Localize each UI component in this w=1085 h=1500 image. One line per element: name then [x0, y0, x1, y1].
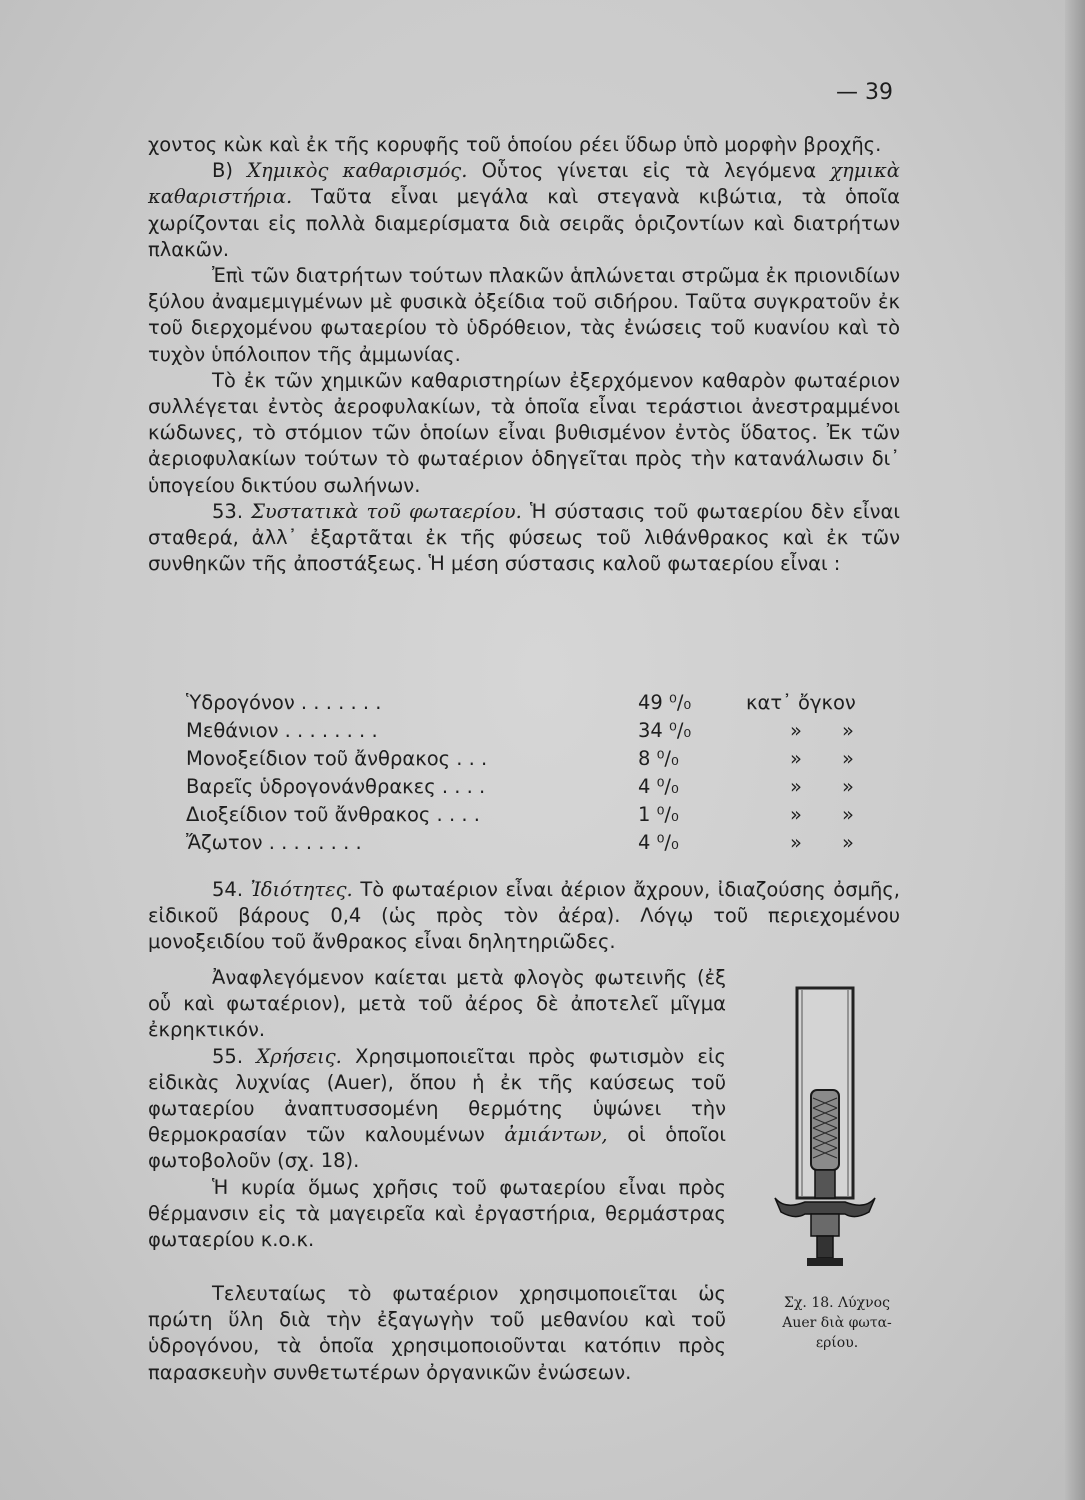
paragraph-text: Οὗτος γίνεται εἰς τὰ λεγόμενα	[481, 159, 817, 183]
component-percent: 49 ⁰/₀	[638, 691, 692, 714]
ditto-mark: »	[790, 719, 802, 742]
page-number: — 39	[836, 80, 893, 105]
paragraph: χοντος κὼκ καὶ ἐκ τῆς κορυφῆς τοῦ ὁποίου ρέει ὕδωρ ὑπὸ μορφὴν βροχῆς.	[148, 133, 882, 156]
ditto-mark: »	[842, 719, 854, 742]
text-block-top	[148, 132, 900, 577]
gas-inlet	[817, 1236, 833, 1258]
section-label: Β)	[212, 159, 233, 183]
component-percent: 4 ⁰/₀	[638, 831, 679, 854]
component-percent: 4 ⁰/₀	[638, 775, 679, 798]
component-name: Βαρεῖς ὑδρογονάνθρακες . . . .	[186, 775, 486, 798]
ditto-mark: »	[842, 775, 854, 798]
paragraph-text: οἱ ὁποῖοι φωτοβολοῦν (σχ. 18).	[148, 1123, 726, 1173]
figure-caption	[752, 1293, 922, 1353]
paragraph-text: Τὸ φωταέριον εἶναι ἀέριον ἄχρουν, ἰδιαζούσης ὀσμῆς, εἰδικοῦ βάρους 0,4 (ὡς πρὸς τὸν ἀέρα). Λόγῳ τοῦ περιεχομένου μονοξειδίου τοῦ ἄνθρακος εἶναι δηλητηριῶδες.	[148, 878, 900, 954]
ditto-mark: »	[842, 831, 854, 854]
paragraph: Τὸ ἐκ τῶν χημικῶν καθαριστηρίων ἐξερχόμενον καθαρὸν φωταέριον συλλέγεται ἐντὸς ἀεροφυλακίων, τὰ ὁποῖα εἶναι τεράστιοι ἀνεστραμμένοι κώδωνες, τὸ στόμιον τῶν ὁποίων εἶναι βυθισμένον ἐντὸς ὕδατος. Ἐκ τῶν ἀεριοφυλακίων τούτων τὸ φωταέριον ὁδηγεῖται πρὸς τὴν κατανάλωσιν δι᾽ ὑπογείου δικτύου σωλήνων.	[148, 368, 900, 497]
component-percent: 8 ⁰/₀	[638, 747, 679, 770]
ditto-mark: »	[790, 747, 802, 770]
ditto-mark: »	[790, 775, 802, 798]
paragraph-section-b	[148, 158, 900, 263]
section-title: Χημικὸς καθαρισμός.	[247, 159, 468, 183]
paragraph-section-55	[148, 1044, 726, 1175]
table-row	[186, 745, 886, 773]
paragraph-text: Ταῦτα εἶναι μεγάλα καὶ στεγανὰ κιβώτια, τὰ ὁποῖα χωρίζονται εἰς πολλὰ διαμερίσματα διὰ σειρᾶς ὁριζοντίων καὶ διατρήτων πλακῶν.	[148, 185, 900, 261]
component-percent: 34 ⁰/₀	[638, 719, 692, 742]
component-name: Ὑδρογόνον . . . . . . .	[186, 691, 382, 714]
section-title: Ἰδιότητες.	[250, 878, 353, 901]
emphasis: χημικὰ καθαριστήρια.	[148, 159, 900, 209]
auer-lamp-illustration	[745, 980, 905, 1280]
composition-table	[186, 689, 886, 857]
emphasis: ἀμιάντων,	[504, 1123, 608, 1147]
section-number: 54.	[212, 878, 244, 901]
table-row	[186, 689, 886, 717]
paragraph: Ἡ κυρία ὅμως χρῆσις τοῦ φωταερίου εἶναι πρὸς θέρμανσιν εἰς τὰ μαγειρεῖα καὶ ἐργαστήρια, θερμάστρας φωταερίου κ.ο.κ.	[148, 1175, 726, 1252]
ditto-mark: »	[842, 803, 854, 826]
ditto-mark: »	[790, 831, 802, 854]
paragraph: Τελευταίως τὸ φωταέριον χρησιμοποιεῖται ὡς πρώτη ὕλη διὰ τὴν ἐξαγωγὴν τοῦ μεθανίου καὶ τοῦ ὑδρογόνου, τὰ ὁποῖα χρησιμοποιοῦνται κατόπιν πρὸς παρασκευὴν συνθετωτέρων ὀργανικῶν ἐνώσεων.	[148, 1282, 726, 1384]
text-block-properties	[148, 877, 900, 956]
component-percent: 1 ⁰/₀	[638, 803, 679, 826]
paragraph: Ἀναφλεγόμενον καίεται μετὰ φλογὸς φωτεινῆς (ἐξ οὗ καὶ φωταέριον), μετὰ τοῦ ἀέρος δὲ ἀποτελεῖ μῖγμα ἐκρηκτικόν.	[148, 966, 726, 1042]
paragraph-section-53	[148, 499, 900, 578]
component-name: Μονοξείδιον τοῦ ἄνθρακος . . .	[186, 747, 488, 770]
table-row	[186, 773, 886, 801]
component-name: Μεθάνιον . . . . . . . .	[186, 719, 378, 742]
table-row	[186, 801, 886, 829]
table-row	[186, 717, 886, 745]
paragraph-section-54	[148, 877, 900, 956]
component-name: Διοξείδιον τοῦ ἄνθρακος . . . .	[186, 803, 480, 826]
component-name: Ἄζωτον . . . . . . . .	[186, 831, 362, 854]
lamp-foot	[807, 1258, 843, 1266]
text-block-uses	[148, 965, 726, 1253]
text-block-final	[148, 1281, 726, 1386]
section-title: Συστατικὰ τοῦ φωταερίου.	[251, 499, 522, 523]
section-number: 55.	[212, 1044, 244, 1068]
paragraph: Ἐπὶ τῶν διατρήτων τούτων πλακῶν ἁπλώνεται στρῶμα ἐκ πριονιδίων ξύλου ἀναμεμιγμένων μὲ φυσικὰ ὀξείδια τοῦ σιδήρου. Ταῦτα συγκρατοῦν ἐκ τοῦ διερχομένου φωταερίου τὸ ὑδρόθειον, τὰς ἐνώσεις τοῦ κυανίου καὶ τὸ τυχὸν ὑπόλοιπον τῆς ἀμμωνίας.	[148, 264, 900, 366]
caption-line: ερίου.	[815, 1335, 859, 1351]
burner-base	[811, 1214, 839, 1236]
paragraph-text: Χρησιμοποιεῖται πρὸς φωτισμὸν εἰς εἰδικὰς λυχνίας (Auer), ὅπου ἡ ἐκ τῆς καύσεως τοῦ φωταερίου ἀναπτυσσομένη θερμότης ὑψώνει τὴν θερμοκρασίαν τῶν καλουμένων	[148, 1044, 727, 1147]
paragraph-text: Ἡ σύστασις τοῦ φωταερίου δὲν εἶναι σταθερά, ἀλλ᾽ ἐξαρτᾶται ἐκ τῆς φύσεως τοῦ λιθάνθρακος καὶ ἐκ τῶν συνθηκῶν τῆς ἀποστάξεως. Ἡ μέση σύστασις καλοῦ φωταερίου εἶναι :	[148, 499, 900, 576]
page-edge	[1065, 0, 1085, 1500]
unit-label: κατ᾽ ὄγκον	[746, 691, 856, 714]
section-title: Χρήσεις.	[256, 1044, 342, 1068]
table-row	[186, 829, 886, 857]
auer-lamp-figure	[745, 980, 905, 1280]
mantle	[811, 1090, 839, 1170]
caption-line: Σχ. 18. Λύχνος	[784, 1295, 890, 1311]
caption-line: Auer διὰ φωτα-	[782, 1315, 892, 1331]
ditto-mark: »	[790, 803, 802, 826]
burner-tube	[815, 1170, 835, 1198]
section-number: 53.	[212, 499, 244, 523]
ditto-mark: »	[842, 747, 854, 770]
